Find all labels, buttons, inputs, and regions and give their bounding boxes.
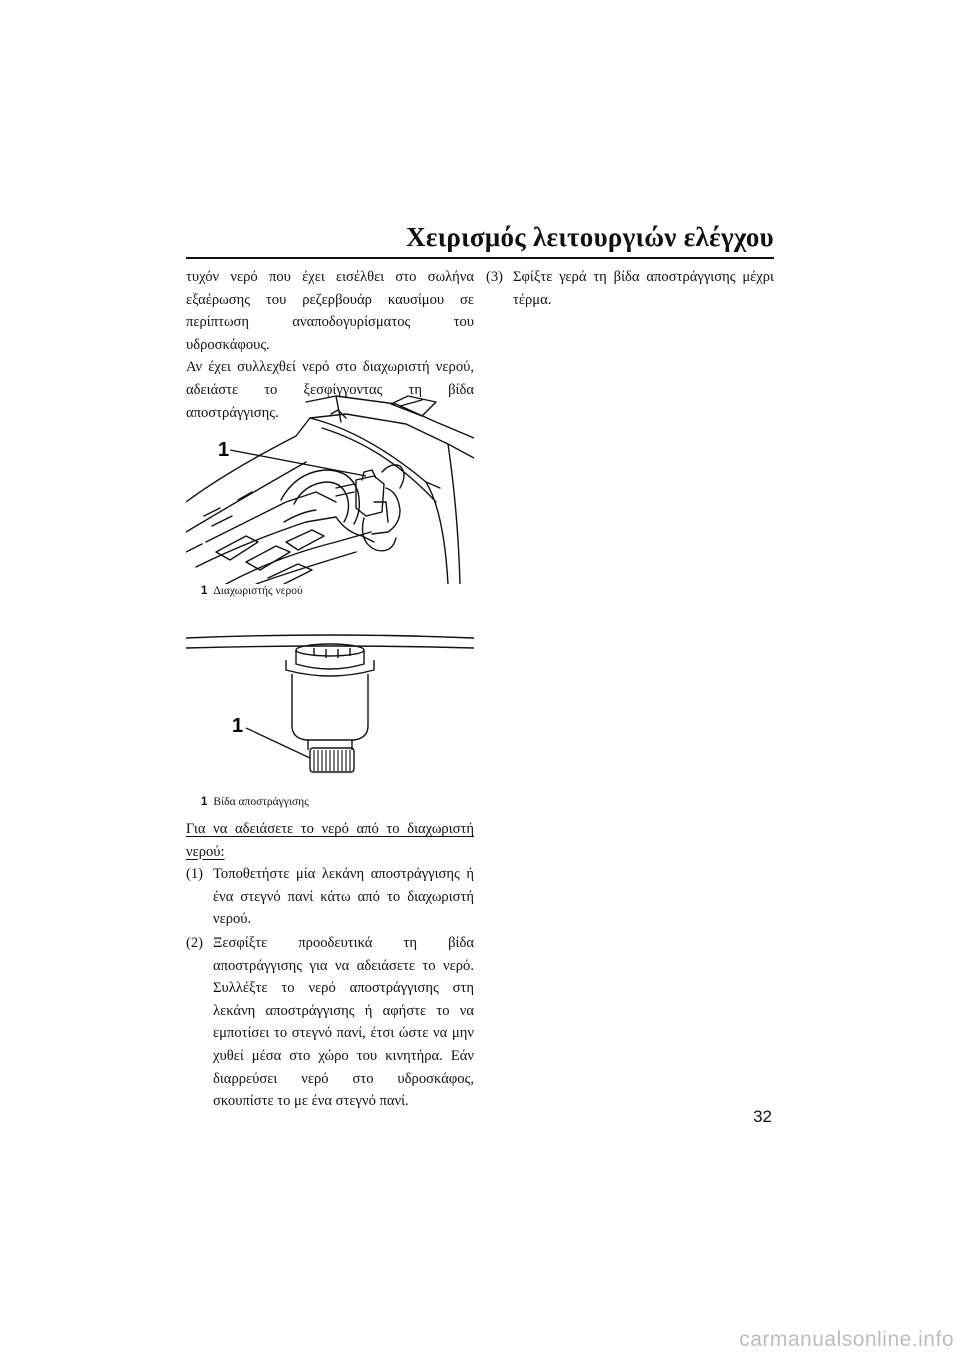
callout-leader-line [230,450,366,476]
figure1-caption [201,585,303,597]
step-number: (1) [186,866,204,883]
figure1-caption-text: Διαχωριστής νερού [213,585,303,597]
step-text: Τοποθετήστε μία λεκάνη αποστράγγισης ή ένα στεγνό πανί κάτω από το διαχωριστή νερού. [213,866,474,928]
procedure-step [486,266,774,311]
page-header-title: Χειρισμός λειτουργιών ελέγχου [406,222,774,252]
step-number: (2) [186,934,204,951]
figure1-caption-number: 1 [201,585,208,597]
figure2-caption-number: 1 [201,796,208,808]
water-separator-illustration [186,634,474,784]
para1-line: περίπτωση αναποδογυρίσματος του [186,314,474,331]
header-rule [186,257,774,259]
figure-water-separator [186,634,474,784]
page-number: 32 [753,1107,772,1126]
right-column [486,266,774,312]
procedure-step [186,863,474,931]
left-column-procedure [186,818,474,1114]
watermark: carmanualsonline.info [739,1328,954,1351]
figure2-caption [201,796,309,808]
figure2-callout-number: 1 [232,715,244,737]
figure2-caption-text: Βίδα αποστράγγισης [213,796,309,808]
para2-line: Αν έχει συλλεχθεί νερό στο διαχωριστή νερού, [186,359,474,376]
callout-leader-line [246,728,310,758]
engine-compartment-illustration [186,392,474,584]
figure-engine-compartment [186,392,474,584]
procedure-subheading: Για να αδειάσετε το νερό από το διαχωριστή νερού: [186,821,474,860]
para1-line: εξαέρωσης του ρεζερβουάρ καυσίμου σε [186,291,474,308]
para1-last-line: υδροσκάφους. [186,336,270,353]
step-text: Σφίξτε γερά τη βίδα αποστράγγισης μέχρι τέρμα. [513,269,774,308]
para1-line: τυχόν νερό που έχει εισέλθει στο σωλήνα [186,269,474,285]
procedure-step [186,932,474,1113]
step-text: Ξεσφίξτε προοδευτικά τη βίδα αποστράγγισης για να αδειάσετε το νερό. Συλλέξτε το νερό αποστράγγισης στη λεκάνη αποστράγγισης ή αφήστε το να εμποτίσει το στεγνό πανί, έτσι ώστε να μην χυθεί μέσα στο χώρο του κινητήρα. Εάν διαρρεύσει νερό στο υδροσκάφος, σκουπίστε το με ένα στεγνό πανί. [213,934,474,1110]
para2-line: αδειάστε το ξεσφίγγοντας τη βίδα αποστράγγισης. [186,381,474,421]
step-number: (3) [486,269,504,285]
figure1-callout-number: 1 [218,439,230,461]
